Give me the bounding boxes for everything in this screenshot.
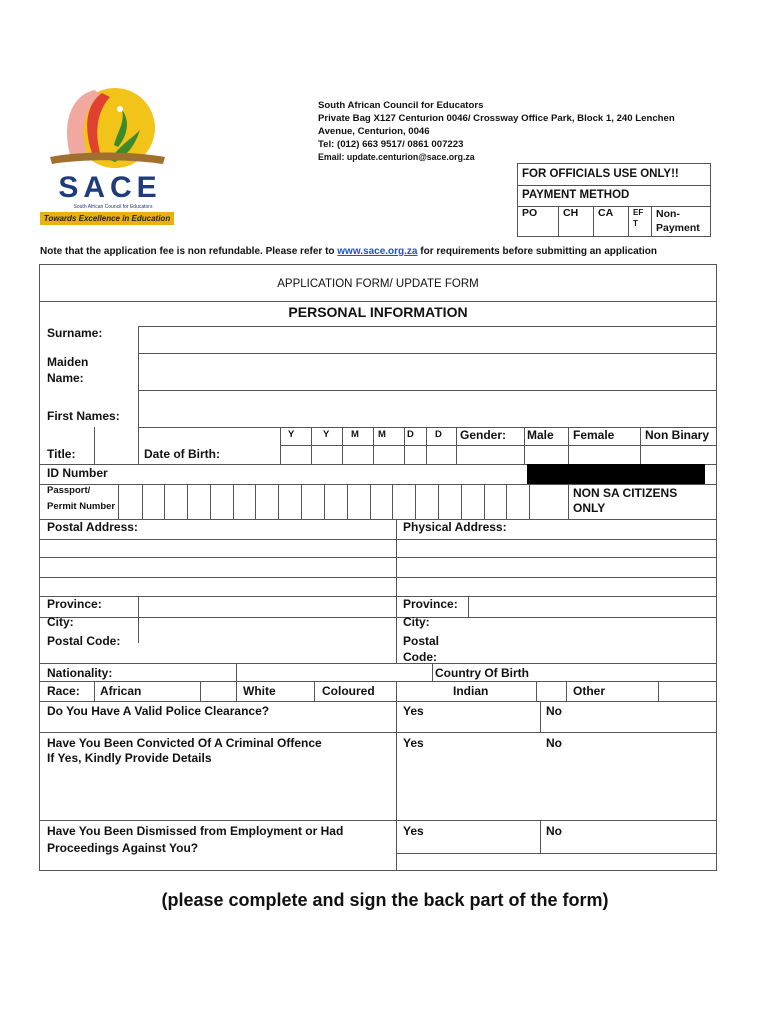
race-indian[interactable]: Indian — [453, 684, 489, 698]
org-name: South African Council for Educators — [318, 100, 484, 111]
form-title: APPLICATION FORM/ UPDATE FORM — [277, 278, 479, 290]
dob-header-y1: Y — [288, 429, 295, 440]
physical-postal-label: Postal — [403, 634, 440, 648]
officials-title: FOR OFFICIALS USE ONLY!! — [518, 164, 711, 186]
permit-number-label: Permit Number — [47, 501, 116, 512]
dob-label: Date of Birth: — [144, 447, 220, 461]
address-line2: Avenue, Centurion, 0046 — [318, 126, 430, 137]
payment-ch[interactable]: CH — [559, 207, 594, 237]
payment-po[interactable]: PO — [518, 207, 559, 237]
convicted-no[interactable]: No — [546, 736, 562, 750]
logo-subtitle: South African Council for Educators — [73, 204, 153, 210]
dob-header-m1: M — [351, 429, 359, 440]
payment-non-payment[interactable]: Non- Payment — [652, 207, 711, 237]
non-sa-citizens-label: NON SA CITIZENS — [573, 486, 678, 500]
section-title: PERSONAL INFORMATION — [288, 304, 468, 320]
police-yes[interactable]: Yes — [403, 704, 424, 718]
race-label: Race: — [47, 684, 80, 698]
application-form — [39, 264, 717, 871]
logo-text: SACE — [58, 171, 162, 204]
first-names-label: First Names: — [47, 409, 120, 423]
race-coloured[interactable]: Coloured — [322, 684, 375, 698]
sace-logo — [40, 85, 180, 230]
police-clearance-label: Do You Have A Valid Police Clearance? — [47, 704, 270, 718]
convicted-details-input[interactable] — [397, 752, 716, 820]
dismissed-label-line2: Proceedings Against You? — [47, 841, 199, 855]
province-label: Province: — [47, 597, 102, 611]
title-label: Title: — [47, 447, 76, 461]
country-of-birth-label: Country Of Birth — [435, 666, 529, 680]
gender-non-binary[interactable]: Non Binary — [645, 428, 710, 442]
payment-eft[interactable]: EF T — [629, 207, 652, 237]
first-names-input[interactable] — [139, 391, 716, 427]
convicted-label: Have You Been Convicted Of A Criminal Offence — [47, 736, 322, 750]
id-redacted-block — [527, 464, 705, 484]
dob-header-d2: D — [435, 429, 442, 440]
footer-instruction: (please complete and sign the back part of the form) — [161, 890, 609, 910]
sace-link[interactable]: www.sace.org.za — [337, 246, 418, 257]
org-address — [318, 99, 675, 164]
address-line1: Private Bag X127 Centurion 0046/ Crossway Office Park, Block 1, 240 Lenchen — [318, 113, 675, 124]
race-white[interactable]: White — [243, 684, 276, 698]
physical-city-label: City: — [403, 615, 430, 629]
dob-header-m2: M — [378, 429, 386, 440]
city-label: City: — [47, 615, 74, 629]
logo-slogan: Towards Excellence in Education — [40, 212, 174, 225]
payment-method-label: PAYMENT METHOD — [518, 186, 711, 207]
dob-header-y2: Y — [323, 429, 330, 440]
physical-code-label: Code: — [403, 650, 437, 664]
surname-label: Surname: — [47, 326, 103, 340]
officials-table — [517, 163, 711, 237]
postal-address-label: Postal Address: — [47, 520, 138, 534]
dismissed-no[interactable]: No — [546, 824, 562, 838]
physical-province-label: Province: — [403, 597, 458, 611]
postal-code-label: Postal Code: — [47, 634, 121, 648]
org-tel: Tel: (012) 663 9517/ 0861 007223 — [318, 139, 464, 150]
only-label: ONLY — [573, 501, 606, 515]
police-no[interactable]: No — [546, 704, 562, 718]
payment-ca[interactable]: CA — [594, 207, 629, 237]
convicted-yes[interactable]: Yes — [403, 736, 424, 750]
maiden-name-label: Maiden Name: — [47, 355, 89, 385]
org-email: Email: update.centurion@sace.org.za — [318, 152, 475, 162]
id-number-label: ID Number — [47, 466, 108, 480]
nationality-label: Nationality: — [47, 666, 113, 680]
passport-label: Passport/ — [47, 485, 91, 496]
dismissed-yes[interactable]: Yes — [403, 824, 424, 838]
dob-header-d1: D — [407, 429, 414, 440]
maiden-name-input[interactable] — [139, 354, 716, 390]
physical-address-label: Physical Address: — [403, 520, 507, 534]
race-other[interactable]: Other — [573, 684, 606, 698]
gender-label: Gender: — [460, 428, 507, 442]
gender-male[interactable]: Male — [527, 428, 554, 442]
race-african[interactable]: African — [100, 684, 142, 698]
gender-female[interactable]: Female — [573, 428, 615, 442]
dismissed-label-line1: Have You Been Dismissed from Employment or Had — [47, 824, 344, 838]
refund-note: Note that the application fee is non refundable. Please refer to www.sace.org.za for requirements before submitting an application — [40, 246, 657, 257]
convicted-details-label: If Yes, Kindly Provide Details — [47, 751, 212, 765]
surname-input[interactable] — [139, 327, 716, 353]
